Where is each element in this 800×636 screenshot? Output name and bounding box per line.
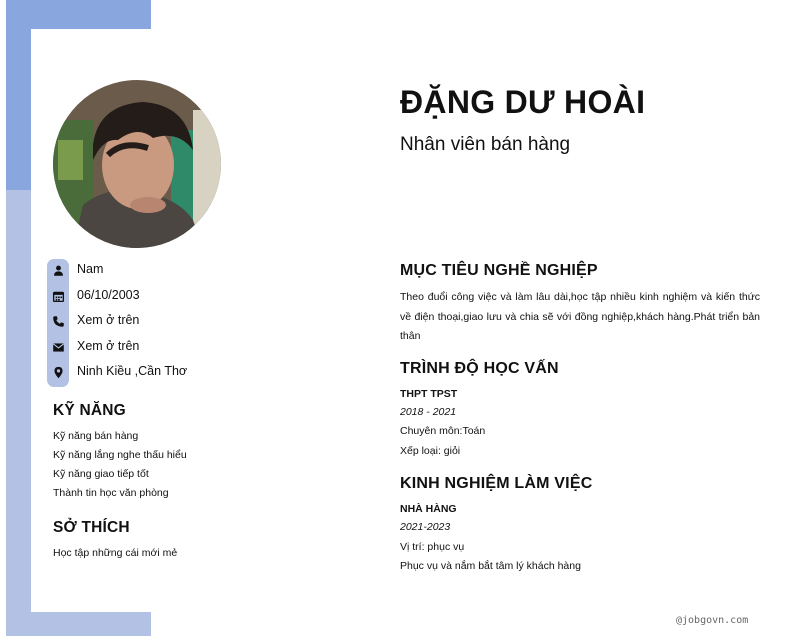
education-heading: TRÌNH ĐỘ HỌC VẤN	[400, 360, 559, 377]
skill-item: Kỹ năng bán hàng	[53, 430, 139, 442]
candidate-title: Nhân viên bán hàng	[400, 134, 571, 155]
skills-heading: KỸ NĂNG	[53, 402, 126, 419]
objective-heading: MỤC TIÊU NGHỀ NGHIỆP	[400, 262, 598, 279]
contact-address	[47, 361, 307, 385]
calendar-icon	[47, 285, 69, 307]
hobby-item: Học tập những cái mới mẻ	[53, 547, 178, 559]
candidate-name: ĐẶNG DƯ HOÀI	[400, 84, 646, 120]
watermark: @jobgovn.com	[676, 615, 749, 626]
experience-description: Phục vụ và nắm bắt tâm lý khách hàng	[400, 560, 581, 572]
skills-list	[53, 427, 187, 503]
contact-phone-text: Xem ở trên	[77, 313, 140, 327]
education-major: Chuyên môn:Toán	[400, 425, 486, 437]
profile-photo	[53, 80, 221, 248]
experience-period: 2021-2023	[400, 521, 451, 533]
hobbies-heading: SỞ THÍCH	[53, 519, 130, 536]
contact-phone	[47, 310, 307, 334]
education-school: THPT TPST	[400, 388, 458, 400]
skill-item: Kỹ năng giao tiếp tốt	[53, 468, 149, 480]
experience-position: Vị trí: phục vụ	[400, 541, 465, 553]
experience-company: NHÀ HÀNG	[400, 503, 457, 515]
person-icon	[47, 259, 69, 281]
education-grade: Xếp loại: giỏi	[400, 445, 461, 457]
hobbies-list	[53, 544, 177, 563]
phone-icon	[47, 310, 69, 332]
contact-gender-text: Nam	[77, 262, 104, 276]
location-pin-icon	[47, 361, 69, 383]
contact-birthdate-text: 06/10/2003	[77, 288, 140, 302]
objective-text: Theo đuổi công việc và làm lâu dài,học tập nhiều kinh nghiệm và kiến thức về điện thoại,giao lưu và chia sẽ với đồng nghiệp,khách hàng.Phát triển bản thân	[400, 291, 760, 342]
mail-icon	[47, 336, 69, 358]
contact-email	[47, 336, 307, 360]
education-period: 2018 - 2021	[400, 406, 457, 418]
contact-email-text: Xem ở trên	[77, 339, 140, 353]
skill-item: Thành tin học văn phòng	[53, 487, 169, 499]
contact-gender	[47, 259, 307, 283]
contact-address-text: Ninh Kiều ,Cần Thơ	[77, 364, 188, 378]
skill-item: Kỹ năng lắng nghe thấu hiểu	[53, 449, 187, 461]
contact-birthdate	[47, 285, 307, 309]
experience-heading: KINH NGHIỆM LÀM VIỆC	[400, 475, 593, 492]
